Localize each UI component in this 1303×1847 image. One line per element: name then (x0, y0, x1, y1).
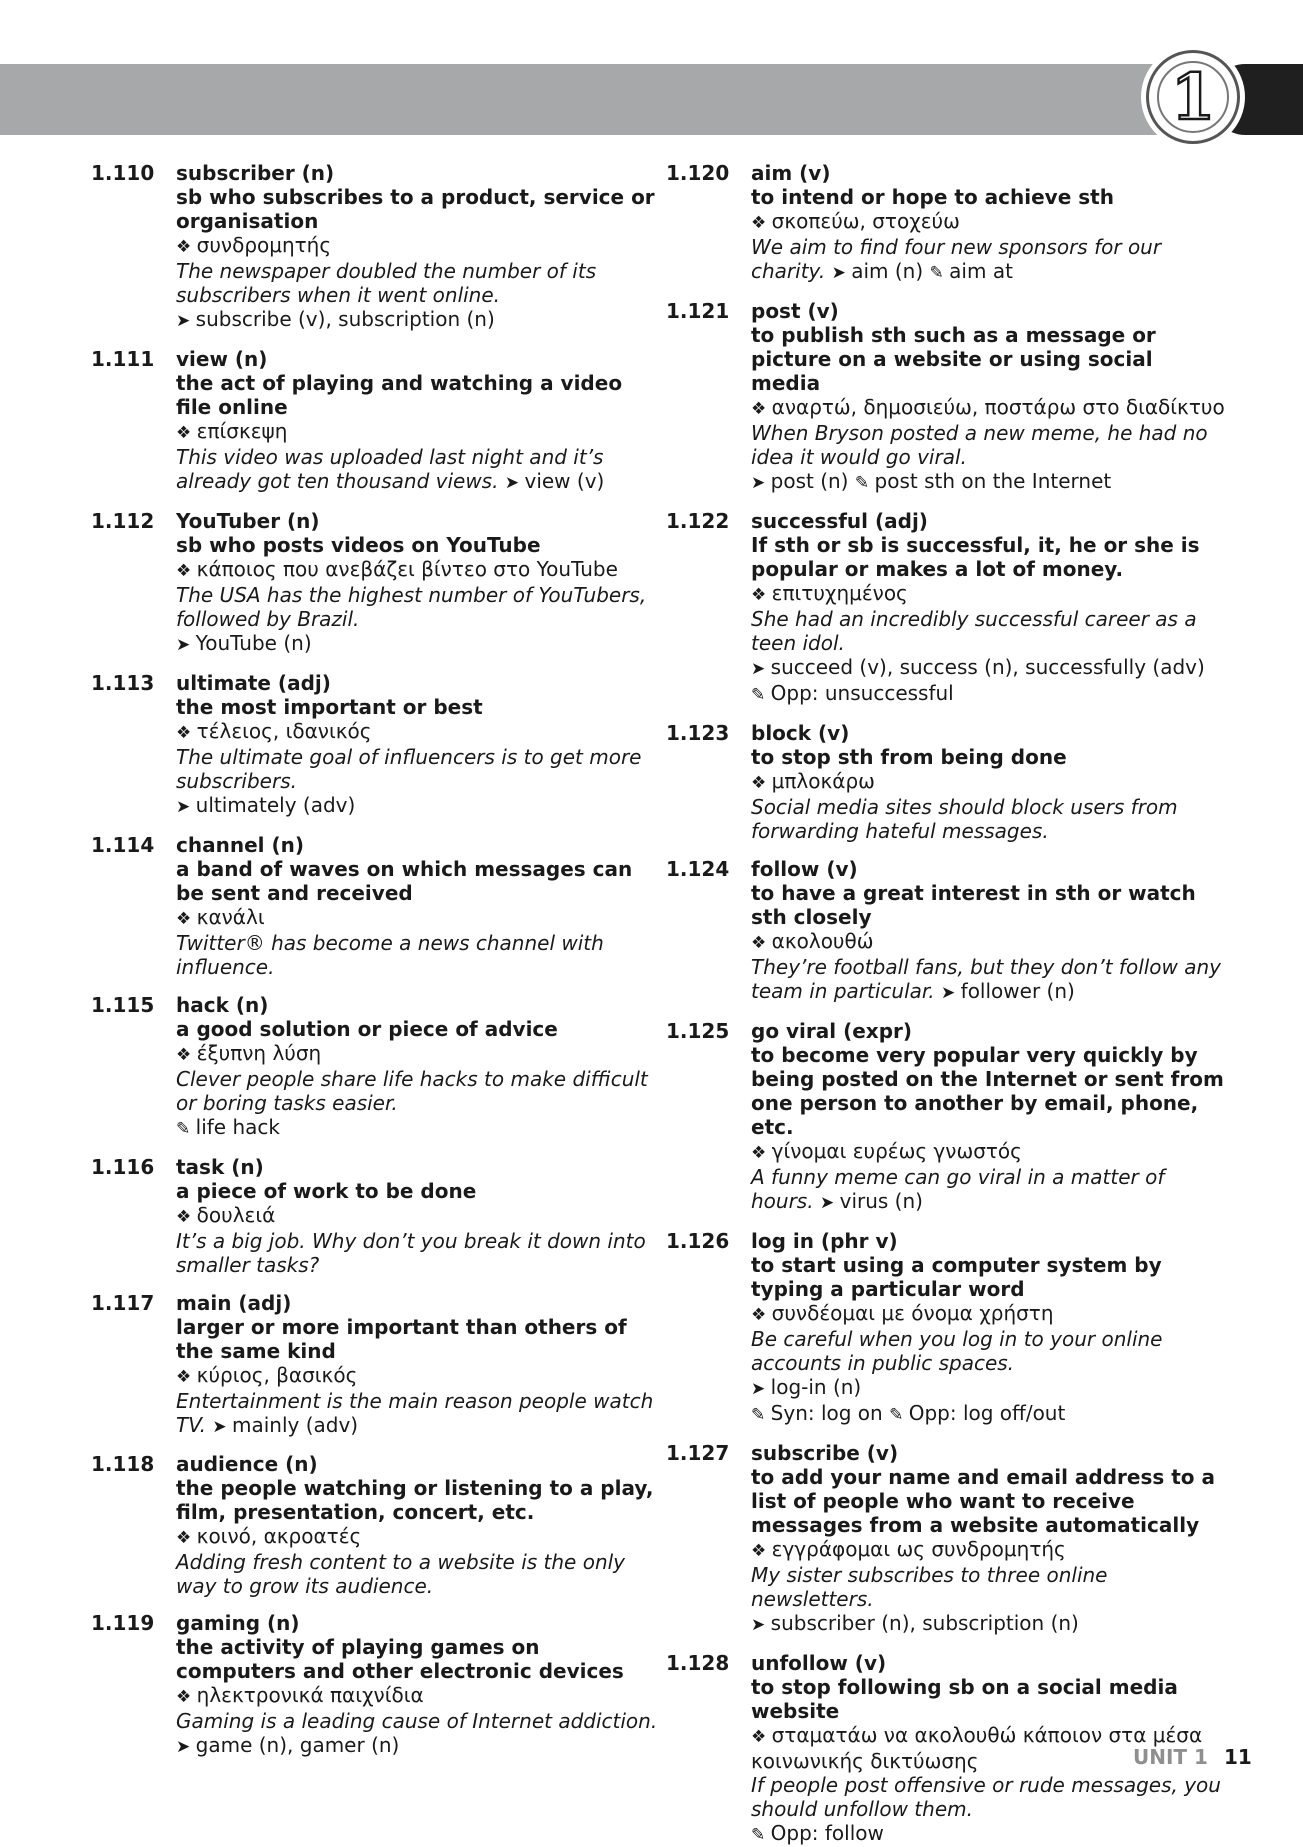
definition: to stop following sb on a social media website (751, 1675, 1178, 1723)
entry-body (751, 721, 1226, 843)
derivatives: ultimately (adv) (195, 793, 356, 817)
example-text: Be careful when you log in to your online accounts in public spaces. (751, 1327, 1163, 1375)
greek-text: κύριος, βασικός (196, 1363, 358, 1387)
example-sentence (176, 1709, 661, 1733)
right-column (666, 161, 1226, 1847)
diamond-icon: ❖ (751, 1305, 772, 1325)
headword: log in (phr v) (751, 1229, 898, 1253)
diamond-icon: ❖ (176, 561, 197, 581)
greek-text: τέλειος, ιδανικός (196, 719, 372, 743)
pencil-icon: ✎ (854, 473, 875, 493)
headword: view (n) (176, 347, 268, 371)
diamond-icon: ❖ (751, 1143, 772, 1163)
diamond-icon: ❖ (176, 1528, 197, 1548)
diamond-icon: ❖ (751, 399, 772, 419)
definition: to add your name and email address to a list of people who want to receive messages from a website automatically (751, 1465, 1215, 1537)
example-text: Clever people share life hacks to make difficult or boring tasks easier. (176, 1067, 648, 1115)
pencil-icon: ✎ (751, 1405, 771, 1425)
example-text: When Bryson posted a new meme, he had no idea it would go viral. (751, 421, 1208, 469)
vocab-entry (666, 509, 1226, 707)
greek-translation (751, 1139, 1226, 1165)
arrow-icon: ➤ (176, 311, 196, 331)
greek-text: μπλοκάρω (771, 769, 875, 793)
derivatives: subscribe (v), subscription (n) (195, 307, 495, 331)
vocab-entry (666, 721, 1226, 843)
headword: hack (n) (176, 993, 269, 1017)
derivatives: aim (n) (851, 259, 924, 283)
greek-translation (751, 1537, 1226, 1563)
diamond-icon: ❖ (751, 933, 772, 953)
greek-translation (751, 1301, 1226, 1327)
entry-body (176, 1452, 661, 1598)
arrow-icon: ➤ (941, 983, 961, 1003)
headword: ultimate (adj) (176, 671, 331, 695)
entry-number: 1.126 (666, 1229, 730, 1253)
derivatives-line (176, 631, 661, 657)
entry-number: 1.120 (666, 161, 730, 185)
left-column (91, 161, 661, 1759)
greek-translation (751, 929, 1226, 955)
notes-line (751, 681, 1226, 707)
entry-body (176, 1155, 661, 1277)
definition: a band of waves on which messages can be sent and received (176, 857, 633, 905)
greek-translation (176, 1363, 661, 1389)
derivatives-line (176, 307, 661, 333)
note: Opp: unsuccessful (770, 681, 954, 705)
pencil-icon: ✎ (929, 263, 950, 283)
derivatives-line (751, 469, 1226, 495)
greek-text: συνδρομητής (196, 233, 332, 257)
derivatives: game (n), gamer (n) (195, 1733, 400, 1757)
note: post sth on the Internet (874, 469, 1112, 493)
entry-number: 1.122 (666, 509, 730, 533)
headword: post (v) (751, 299, 839, 323)
definition: the people watching or listening to a play, film, presentation, concert, etc. (176, 1476, 654, 1524)
vocab-entry (666, 1441, 1226, 1637)
example-sentence (176, 931, 661, 979)
headword: task (n) (176, 1155, 264, 1179)
note: aim at (949, 259, 1013, 283)
example-text: If people post offensive or rude messages, you should unfollow them. (751, 1773, 1221, 1821)
definition: the act of playing and watching a video file online (176, 371, 623, 419)
arrow-icon: ➤ (751, 1379, 771, 1399)
definition: to publish sth such as a message or picture on a website or using social media (751, 323, 1156, 395)
entry-body (176, 347, 661, 495)
unit-number: 1 (1170, 59, 1216, 135)
example-text: It’s a big job. Why don’t you break it down into smaller tasks? (176, 1229, 646, 1277)
diamond-icon: ❖ (176, 1367, 197, 1387)
diamond-icon: ❖ (176, 1207, 197, 1227)
vocab-entry (91, 161, 661, 333)
example-text: My sister subscribes to three online newsletters. (751, 1563, 1108, 1611)
entry-number: 1.115 (91, 993, 155, 1017)
unit-badge (1146, 50, 1240, 144)
entry-number: 1.110 (91, 161, 155, 185)
entry-number: 1.125 (666, 1019, 730, 1043)
arrow-icon: ➤ (751, 1615, 771, 1635)
headword: block (v) (751, 721, 850, 745)
greek-text: εγγράφομαι ως συνδρομητής (771, 1537, 1066, 1561)
definition: sb who subscribes to a product, service or organisation (176, 185, 655, 233)
diamond-icon: ❖ (176, 909, 197, 929)
diamond-icon: ❖ (176, 237, 197, 257)
note: life hack (195, 1115, 280, 1139)
greek-translation (176, 1524, 661, 1550)
entry-body (751, 1441, 1226, 1637)
diamond-icon: ❖ (751, 213, 772, 233)
diamond-icon: ❖ (751, 773, 772, 793)
note: Opp: log off/out (908, 1401, 1066, 1425)
definition: the activity of playing games on computers and other electronic devices (176, 1635, 624, 1683)
notes-line (751, 1401, 1226, 1427)
entry-body (176, 993, 661, 1141)
entry-number: 1.124 (666, 857, 730, 881)
example-sentence (176, 445, 661, 495)
example-sentence (176, 745, 661, 793)
note: Opp: follow (770, 1821, 884, 1845)
entry-body (751, 299, 1226, 495)
greek-text: κάποιος που ανεβάζει βίντεο στο YouTube (196, 557, 618, 581)
example-text: The newspaper doubled the number of its subscribers when it went online. (176, 259, 597, 307)
example-text: Social media sites should block users from forwarding hateful messages. (751, 795, 1178, 843)
derivatives-line (176, 1733, 661, 1759)
greek-text: επιτυχημένος (771, 581, 908, 605)
headword: audience (n) (176, 1452, 318, 1476)
vocab-entry (91, 671, 661, 819)
derivatives-line (751, 1611, 1226, 1637)
greek-text: δουλειά (196, 1203, 276, 1227)
example-text: She had an incredibly successful career as a teen idol. (751, 607, 1197, 655)
arrow-icon: ➤ (176, 1737, 196, 1757)
definition: a piece of work to be done (176, 1179, 477, 1203)
definition: a good solution or piece of advice (176, 1017, 558, 1041)
greek-translation (176, 1203, 661, 1229)
vocab-entry (91, 1611, 661, 1759)
headword: follow (v) (751, 857, 858, 881)
greek-text: συνδέομαι με όνομα χρήστη (771, 1301, 1054, 1325)
vocab-entry (91, 1155, 661, 1277)
page-footer (1133, 1745, 1252, 1769)
entry-body (176, 1291, 661, 1439)
vocab-entry (666, 1229, 1226, 1427)
example-sentence (751, 1563, 1226, 1611)
footer-unit-label: UNIT 1 (1133, 1745, 1208, 1769)
example-text: Entertainment is the main reason people watch TV. (176, 1389, 654, 1437)
example-sentence (751, 235, 1226, 285)
entry-body (751, 509, 1226, 707)
greek-text: ηλεκτρονικά παιχνίδια (196, 1683, 424, 1707)
greek-text: κανάλι (196, 905, 265, 929)
example-sentence (176, 583, 661, 631)
entry-number: 1.111 (91, 347, 155, 371)
greek-text: επίσκεψη (196, 419, 288, 443)
headword: subscriber (n) (176, 161, 335, 185)
diamond-icon: ❖ (176, 1687, 197, 1707)
derivatives: post (n) (770, 469, 849, 493)
notes-line (751, 1821, 1226, 1847)
notes-line (176, 1115, 661, 1141)
example-sentence (751, 421, 1226, 469)
derivatives: subscriber (n), subscription (n) (770, 1611, 1079, 1635)
entry-body (751, 161, 1226, 285)
example-sentence (751, 1327, 1226, 1375)
pencil-icon: ✎ (751, 1825, 771, 1845)
entry-number: 1.114 (91, 833, 155, 857)
headword: unfollow (v) (751, 1651, 887, 1675)
example-text: They’re football fans, but they don’t follow any team in particular. (751, 955, 1222, 1003)
diamond-icon: ❖ (751, 1727, 772, 1747)
greek-text: σταματάω να ακολουθώ κάποιον στα μέσα κοινωνικής δικτύωσης (751, 1723, 1203, 1773)
greek-text: σκοπεύω, στοχεύω (771, 209, 960, 233)
example-sentence (751, 607, 1226, 655)
greek-translation (751, 581, 1226, 607)
definition: to have a great interest in sth or watch sth closely (751, 881, 1196, 929)
diamond-icon: ❖ (176, 723, 197, 743)
definition: the most important or best (176, 695, 483, 719)
derivatives: log-in (n) (770, 1375, 862, 1399)
derivatives: virus (n) (839, 1189, 923, 1213)
definition: to become very popular very quickly by being posted on the Internet or sent from one person to another by email, phone, etc. (751, 1043, 1224, 1139)
example-text: We aim to find four new sponsors for our charity. (751, 235, 1162, 283)
vocab-entry (666, 1019, 1226, 1215)
definition: to stop sth from being done (751, 745, 1067, 769)
vocab-entry (91, 509, 661, 657)
headword: aim (v) (751, 161, 831, 185)
example-sentence (751, 1165, 1226, 1215)
entry-number: 1.121 (666, 299, 730, 323)
arrow-icon: ➤ (751, 473, 771, 493)
example-sentence (176, 259, 661, 307)
vocab-entry (666, 857, 1226, 1005)
derivatives: succeed (v), success (n), successfully (adv) (770, 655, 1205, 679)
derivatives-line (176, 793, 661, 819)
entry-number: 1.116 (91, 1155, 155, 1179)
entry-number: 1.118 (91, 1452, 155, 1476)
headword: main (adj) (176, 1291, 292, 1315)
pencil-icon: ✎ (176, 1119, 196, 1139)
example-sentence (176, 1067, 661, 1115)
example-sentence (176, 1550, 661, 1598)
entry-body (176, 671, 661, 819)
greek-text: ακολουθώ (771, 929, 874, 953)
greek-translation (176, 1041, 661, 1067)
definition: larger or more important than others of the same kind (176, 1315, 627, 1363)
vocab-entry (666, 299, 1226, 495)
page-number: 11 (1223, 1745, 1252, 1769)
diamond-icon: ❖ (751, 585, 772, 605)
entry-body (176, 1611, 661, 1759)
example-text: Gaming is a leading cause of Internet addiction. (176, 1709, 658, 1733)
greek-text: κοινό, ακροατές (196, 1524, 362, 1548)
arrow-icon: ➤ (176, 797, 196, 817)
entry-number: 1.123 (666, 721, 730, 745)
vocab-entry (91, 1291, 661, 1439)
headword: subscribe (v) (751, 1441, 899, 1465)
definition: to start using a computer system by typing a particular word (751, 1253, 1162, 1301)
note: Syn: log on (770, 1401, 883, 1425)
entry-body (751, 1229, 1226, 1427)
derivatives: follower (n) (960, 979, 1075, 1003)
arrow-icon: ➤ (176, 635, 196, 655)
headword: successful (adj) (751, 509, 928, 533)
example-sentence (751, 795, 1226, 843)
entry-body (176, 161, 661, 333)
example-text: The USA has the highest number of YouTubers, followed by Brazil. (176, 583, 647, 631)
diamond-icon: ❖ (176, 1045, 197, 1065)
example-text: The ultimate goal of influencers is to get more subscribers. (176, 745, 642, 793)
header-band (0, 64, 1200, 135)
entry-number: 1.117 (91, 1291, 155, 1315)
greek-translation (176, 1683, 661, 1709)
headword: YouTuber (n) (176, 509, 320, 533)
derivatives: view (v) (524, 469, 605, 493)
headword: go viral (expr) (751, 1019, 913, 1043)
greek-text: γίνομαι ευρέως γνωστός (771, 1139, 1022, 1163)
entry-number: 1.128 (666, 1651, 730, 1675)
vocab-entry (91, 993, 661, 1141)
entry-number: 1.119 (91, 1611, 155, 1635)
example-sentence (176, 1389, 661, 1439)
greek-translation (176, 419, 661, 445)
derivatives: mainly (adv) (231, 1413, 359, 1437)
arrow-icon: ➤ (212, 1417, 232, 1437)
greek-translation (751, 395, 1226, 421)
entry-body (751, 857, 1226, 1005)
entry-body (176, 509, 661, 657)
greek-translation (176, 719, 661, 745)
greek-translation (751, 209, 1226, 235)
derivatives-line (751, 655, 1226, 681)
entry-number: 1.112 (91, 509, 155, 533)
derivatives-line (751, 1375, 1226, 1401)
entry-body (751, 1019, 1226, 1215)
entry-body (176, 833, 661, 979)
greek-text: έξυπνη λύση (196, 1041, 322, 1065)
entry-number: 1.127 (666, 1441, 730, 1465)
example-text: This video was uploaded last night and it’s already got ten thousand views. (176, 445, 604, 493)
arrow-icon: ➤ (504, 473, 525, 493)
example-text: Adding fresh content to a website is the only way to grow its audience. (176, 1550, 626, 1598)
arrow-icon: ➤ (819, 1193, 840, 1213)
example-sentence (751, 1773, 1226, 1821)
headword: gaming (n) (176, 1611, 300, 1635)
example-text: Twitter® has become a news channel with influence. (176, 931, 604, 979)
diamond-icon: ❖ (751, 1541, 772, 1561)
diamond-icon: ❖ (176, 423, 197, 443)
example-sentence (751, 955, 1226, 1005)
greek-translation (176, 905, 661, 931)
definition: sb who posts videos on YouTube (176, 533, 541, 557)
pencil-icon: ✎ (889, 1405, 909, 1425)
example-text: A funny meme can go viral in a matter of hours. (751, 1165, 1165, 1213)
greek-text: αναρτώ, δημοσιεύω, ποστάρω στο διαδίκτυο (771, 395, 1225, 419)
entry-number: 1.113 (91, 671, 155, 695)
greek-translation (751, 769, 1226, 795)
arrow-icon: ➤ (751, 659, 771, 679)
definition: If sth or sb is successful, it, he or she is popular or makes a lot of money. (751, 533, 1200, 581)
arrow-icon: ➤ (831, 263, 852, 283)
headword: channel (n) (176, 833, 304, 857)
greek-translation (176, 557, 661, 583)
derivatives: YouTube (n) (195, 631, 312, 655)
vocab-entry (91, 1452, 661, 1598)
definition: to intend or hope to achieve sth (751, 185, 1114, 209)
vocab-entry (666, 161, 1226, 285)
vocab-entry (91, 833, 661, 979)
example-sentence (176, 1229, 661, 1277)
vocab-entry (91, 347, 661, 495)
greek-translation (176, 233, 661, 259)
pencil-icon: ✎ (751, 685, 771, 705)
